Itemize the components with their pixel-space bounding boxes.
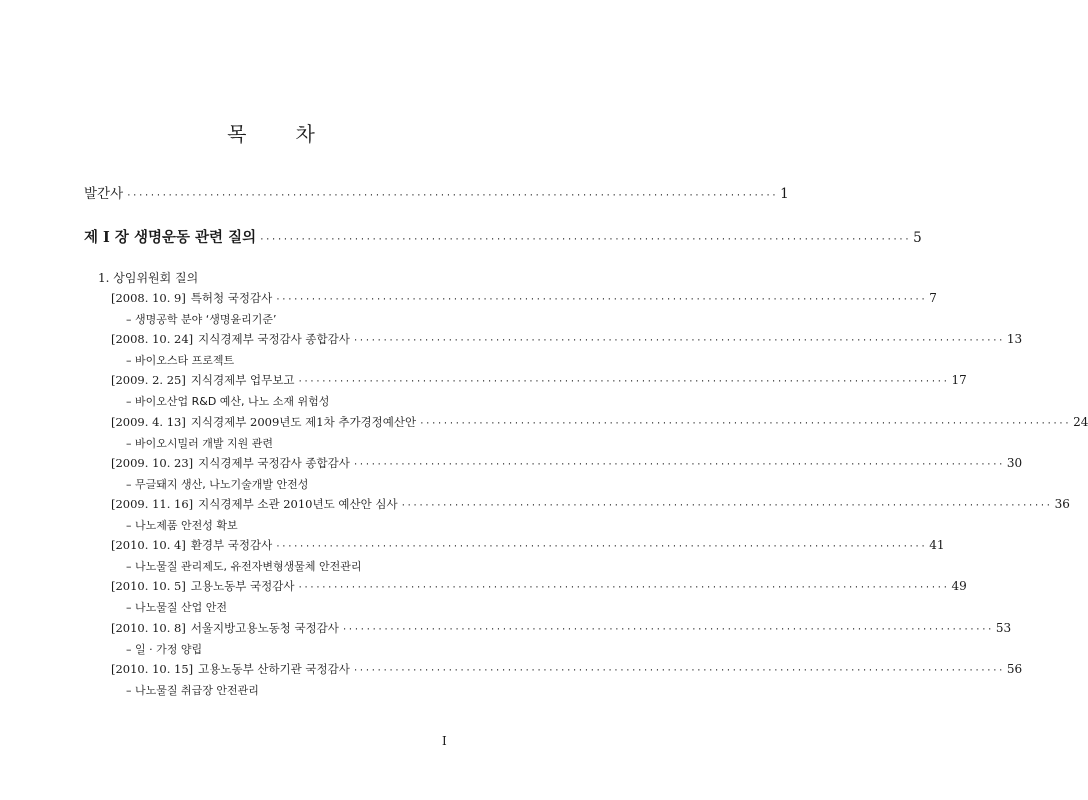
toc-entry-label bbox=[111, 661, 350, 677]
toc-entry-page: 30 bbox=[1006, 456, 1023, 470]
leader-dots: ·············································································································· bbox=[352, 460, 1004, 470]
toc-entry-subtitle: – 무글돼지 생산, 나노기술개발 안전성 bbox=[126, 478, 309, 491]
toc-entry-label bbox=[111, 620, 339, 636]
toc-entry-label bbox=[111, 455, 350, 471]
toc-entry-page: 56 bbox=[1006, 662, 1023, 676]
toc-entry-title: 환경부 국정감사 bbox=[190, 538, 273, 552]
toc-entry-date: [2008. 10. 24] bbox=[111, 332, 194, 346]
leader-dots: ·············································································································· bbox=[400, 501, 1052, 511]
toc-entry-date: [2010. 10. 8] bbox=[111, 621, 186, 635]
toc-preface[interactable] bbox=[84, 182, 789, 202]
toc-section-1[interactable]: 1. 상임위원회 질의 bbox=[98, 271, 199, 285]
toc-entry-title: 지식경제부 국정감사 종합감사 bbox=[198, 456, 350, 470]
toc-entry-label bbox=[111, 537, 272, 553]
toc-entry[interactable] bbox=[111, 578, 967, 594]
toc-entry[interactable] bbox=[111, 661, 1023, 677]
leader-dots: ·············································································································· bbox=[352, 336, 1004, 346]
toc-entry-label bbox=[111, 496, 398, 512]
page-title-left: 목 bbox=[227, 122, 248, 146]
toc-entry-subtitle: – 일 · 가정 양립 bbox=[126, 643, 203, 656]
toc-entry-page: 13 bbox=[1006, 332, 1023, 346]
page-title-right: 차 bbox=[295, 122, 316, 146]
toc-entry-subtitle: – 바이오시밀러 개발 지원 관련 bbox=[126, 437, 273, 450]
toc-entry-date: [2009. 11. 16] bbox=[111, 497, 194, 511]
leader-dots: ·············································································································· bbox=[275, 542, 927, 552]
toc-entry-page: 53 bbox=[995, 621, 1012, 635]
toc-entry-date: [2009. 2. 25] bbox=[111, 373, 186, 387]
leader-dots: ·············································································································· bbox=[297, 377, 949, 387]
leader-dots: ·············································································································· bbox=[259, 235, 911, 245]
toc-entry-title: 고용노동부 국정감사 bbox=[190, 579, 295, 593]
toc-entry[interactable] bbox=[111, 620, 1012, 636]
toc-entry[interactable] bbox=[111, 537, 945, 553]
toc-entry-label bbox=[111, 331, 350, 347]
toc-preface-label: 발간사 bbox=[84, 186, 124, 202]
page-number: I bbox=[442, 734, 447, 748]
toc-entry-title: 지식경제부 업무보고 bbox=[190, 373, 295, 387]
toc-entry-label bbox=[111, 414, 416, 430]
toc-entry-label bbox=[111, 372, 294, 388]
toc-entry[interactable] bbox=[111, 455, 1023, 471]
toc-entry-subtitle: – 바이오산업 R&D 예산, 나노 소재 위험성 bbox=[126, 395, 330, 408]
toc-entry-date: [2009. 4. 13] bbox=[111, 415, 186, 429]
toc-entry-date: [2008. 10. 9] bbox=[111, 291, 186, 305]
toc-entry-subtitle: – 생명공학 분야 ‘생명윤리기준’ bbox=[126, 313, 277, 326]
toc-entry-subtitle: – 나노물질 취급장 안전관리 bbox=[126, 684, 259, 697]
page-title bbox=[0, 118, 543, 147]
toc-entry-date: [2010. 10. 5] bbox=[111, 579, 186, 593]
toc-entry-page: 24 bbox=[1073, 415, 1088, 429]
toc-entry-date: [2010. 10. 4] bbox=[111, 538, 186, 552]
toc-entry-subtitle: – 나노제품 안전성 확보 bbox=[126, 519, 238, 532]
toc-entry[interactable] bbox=[111, 290, 937, 306]
toc-entry[interactable] bbox=[111, 372, 967, 388]
toc-entry[interactable] bbox=[111, 331, 1023, 347]
leader-dots: ·············································································································· bbox=[275, 295, 927, 305]
toc-chapter-label: 제 I 장 생명운동 관련 질의 bbox=[84, 229, 257, 246]
toc-entry-page: 17 bbox=[951, 373, 967, 387]
toc-entry-page: 36 bbox=[1054, 497, 1070, 511]
toc-preface-page: 1 bbox=[780, 186, 789, 202]
toc-entry-date: [2010. 10. 15] bbox=[111, 662, 194, 676]
leader-dots: ·············································································································· bbox=[297, 583, 949, 593]
toc-entry-page: 49 bbox=[951, 579, 967, 593]
toc-entry-title: 지식경제부 국정감사 종합감사 bbox=[198, 332, 350, 346]
toc-chapter-page: 5 bbox=[913, 230, 922, 246]
toc-entry[interactable] bbox=[111, 496, 1070, 512]
toc-entry-date: [2009. 10. 23] bbox=[111, 456, 194, 470]
toc-chapter-1[interactable] bbox=[84, 226, 922, 247]
toc-entry-page: 7 bbox=[929, 291, 937, 305]
toc-entry-subtitle: – 나노물질 산업 안전 bbox=[126, 601, 227, 614]
toc-entry[interactable] bbox=[111, 414, 1088, 430]
leader-dots: ·············································································································· bbox=[126, 191, 778, 201]
toc-entry-page: 41 bbox=[929, 538, 945, 552]
toc-entry-title: 고용노동부 산하기관 국정감사 bbox=[198, 662, 350, 676]
leader-dots: ·············································································································· bbox=[419, 419, 1071, 429]
toc-entry-title: 지식경제부 2009년도 제1차 추가경정예산안 bbox=[190, 415, 417, 429]
toc-entry-subtitle: – 나노물질 관리제도, 유전자변형생물체 안전관리 bbox=[126, 560, 362, 573]
leader-dots: ·············································································································· bbox=[352, 666, 1004, 676]
toc-entry-title: 서울지방고용노동청 국정감사 bbox=[190, 621, 339, 635]
toc-entry-label bbox=[111, 290, 272, 306]
toc-entry-subtitle: – 바이오스타 프로젝트 bbox=[126, 354, 235, 367]
toc-entry-title: 지식경제부 소관 2010년도 예산안 심사 bbox=[198, 497, 398, 511]
toc-entry-label bbox=[111, 578, 294, 594]
leader-dots: ·············································································································· bbox=[341, 625, 993, 635]
toc-entry-title: 특허청 국정감사 bbox=[190, 291, 273, 305]
